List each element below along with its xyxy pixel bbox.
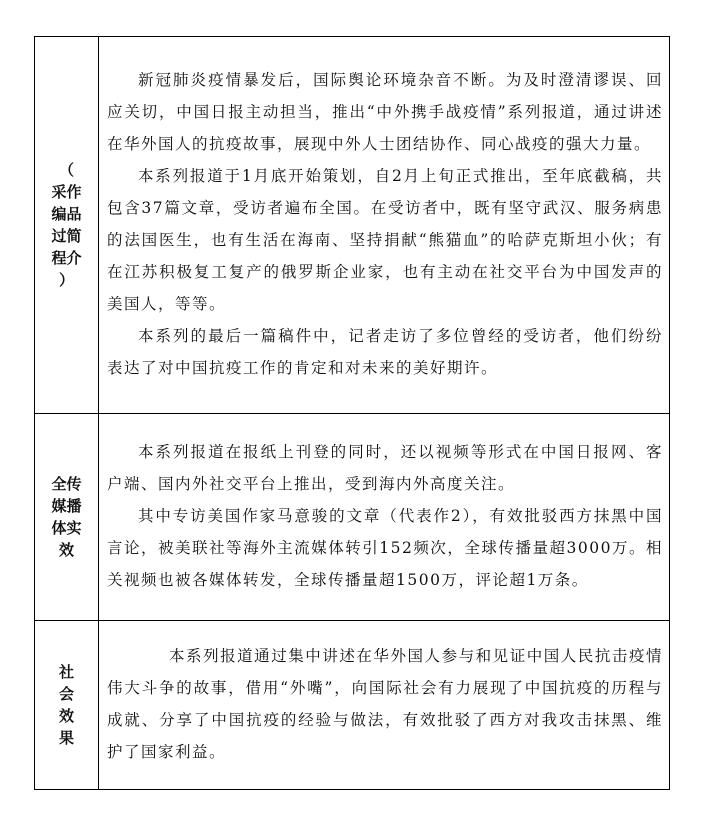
paragraph: 本系列报道在报纸上刊登的同时，还以视频等形式在中国日报网、客户端、国内外社交平台上推出，受到海内外高度关注。 xyxy=(107,443,663,493)
row-content-cell xyxy=(99,37,670,414)
row-content-cell xyxy=(99,414,670,621)
paragraph: 本系列报道通过集中讲述在华外国人参与和见证中国人民抗击疫情伟大斗争的故事，借用“外嘴”，向国际社会有力展现了中国抗疫的历程与成就、分享了中国抗疫的经验与做法，有效批驳了西方对我攻击抹黑、维护了国家利益。 xyxy=(107,647,663,761)
table-row-social-effect xyxy=(35,621,670,790)
paragraph: 本系列报道于1月底开始策划，自2月上旬正式推出，至年底截稿，共包含37篇文章，受访者遍布全国。在受访者中，既有坚守武汉、服务病患的法国医生，也有生活在海南、坚持捐献“熊猫血”的哈萨克斯坦小伙；有在江苏积极复工复产的俄罗斯企业家，也有主动在社交平台为中国发声的美国人，等等。 xyxy=(107,167,663,313)
row-content-cell xyxy=(99,621,670,790)
row-label-cell xyxy=(35,414,99,621)
paragraph: 新冠肺炎疫情暴发后，国际舆论环境杂音不断。为及时澄清谬误、回应关切，中国日报主动担当，推出“中外携手战疫情”系列报道，通过讲述在华外国人的抗疫故事，展现中外人士团结协作、同心战疫的强大力量。 xyxy=(107,71,663,153)
paragraph: 其中专访美国作家马意骏的文章（代表作2），有效批驳西方抹黑中国言论，被美联社等海外主流媒体转引152频次，全球传播量超3000万。相关视频也被各媒体转发，全球传播量超1500万，评论超1万条。 xyxy=(107,507,663,589)
row-label-social-effect: 社 会 效 果 xyxy=(58,663,74,747)
row-label-media-effect: 全传 媒播 体实 效 xyxy=(51,475,82,559)
row-label-cell xyxy=(35,37,99,414)
row-label-process: （ 采作 编品 过简 程介 ） xyxy=(51,161,82,289)
row-label-cell xyxy=(35,621,99,790)
report-form-table xyxy=(34,36,670,790)
table-row-process xyxy=(35,37,670,414)
paragraph: 本系列的最后一篇稿件中，记者走访了多位曾经的受访者，他们纷纷表达了对中国抗疫工作的肯定和对未来的美好期许。 xyxy=(107,327,663,377)
table-row-media-effect xyxy=(35,414,670,621)
